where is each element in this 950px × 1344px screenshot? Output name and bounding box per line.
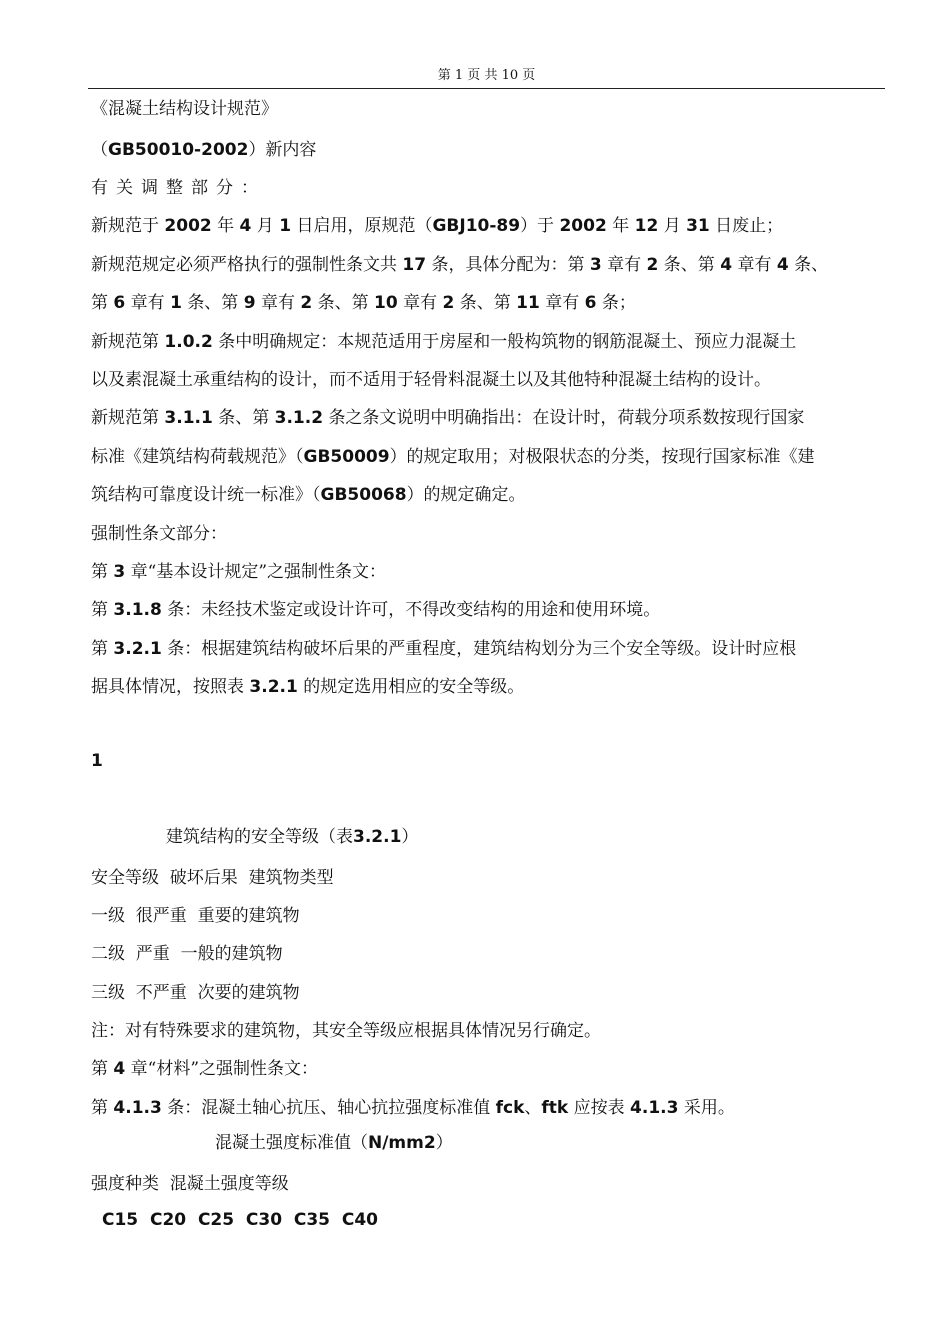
text: 条、第 [187,293,239,313]
num: 10 [374,293,398,313]
num: 2002 [559,216,607,236]
text: （ [91,140,108,160]
num: 2 [646,255,659,275]
symbol-fck: fck [495,1098,525,1118]
text: 月 [256,216,274,236]
clause-number: 1.0.2 [164,332,213,352]
text: ）于 [520,216,555,236]
text: 条：未经技术鉴定或设计许可，不得改变结构的用途和使用环境。 [167,600,661,620]
num: 12 [634,216,659,236]
text: 筑结构可靠度设计统一标准》（ [91,485,321,505]
text: 第 [91,1098,108,1118]
text: 以及素混凝土承重结构的设计，而不适用于轻骨料混凝土以及其他特种混凝土结构的设计。 [91,370,771,390]
text: 日废止； [715,216,784,236]
num: 2 [442,293,455,313]
standard-code: GB50009 [303,447,390,467]
doc-title [91,97,278,121]
num: 4 [113,1059,126,1079]
text: 第 [91,562,108,582]
num: 6 [113,293,126,313]
text: 章有 [607,255,642,275]
num: 4 [239,216,252,236]
table-caption [215,1131,453,1155]
num: 1 [170,293,182,313]
text: 章有 [130,293,165,313]
text: 章有 [403,293,438,313]
clause-number: 3.1.1 [164,408,213,428]
text: 章有 [260,293,295,313]
chapter-heading [91,1057,318,1081]
unit: N/mm2 [368,1133,436,1153]
text: 应按表 [573,1098,625,1118]
text: 年 [612,216,630,236]
text: 强制性条文部分： [91,524,227,544]
standard-code: GB50010-2002 [108,140,249,160]
table-caption [166,825,418,849]
paragraph-line [91,330,796,354]
text: 条、第 [459,293,511,313]
clause-number: 3.1.8 [113,600,162,620]
text: 的规定选用相应的安全等级。 [303,677,525,697]
title-text: 《混凝土结构设计规范》 [91,99,278,119]
clause-line [91,1096,735,1120]
page-header [88,68,885,89]
text: 日启用，原规范（ [296,216,433,236]
num: 1 [279,216,292,236]
text: 新规范于 [91,216,159,236]
text: 第 [91,1059,108,1079]
header-total-pages: 10 [501,68,519,83]
num: 4 [776,255,789,275]
text: 条之条文说明中明确指出：在设计时，荷载分项系数按现行国家 [328,408,805,428]
text: 条，具体分配为：第 [431,255,585,275]
text: 第 [91,293,108,313]
text: 条、 [794,255,829,275]
clause-line [91,637,796,661]
text: 条、第 [663,255,715,275]
clause-number: 4.1.3 [113,1098,162,1118]
num: 31 [686,216,710,236]
clause-line [91,675,524,699]
text: 采用。 [683,1098,735,1118]
header-mid1: 页 [467,68,481,83]
paragraph-line [91,214,783,238]
symbol-ftk: ftk [541,1098,569,1118]
text: 条中明确规定：本规范适用于房屋和一般构筑物的钢筋混凝土、预应力混凝土 [218,332,797,352]
header-post: 页 [522,68,536,83]
text: 章“材料”之强制性条文： [130,1059,319,1079]
text: 建筑结构的安全等级（表 [166,827,353,847]
text: 、 [524,1098,542,1118]
paragraph-line [91,406,804,430]
page-marker: 1 [91,751,103,771]
text: 第 [91,600,108,620]
text: ） [435,1133,453,1153]
clause-number: 3.1.2 [274,408,324,428]
text: 条：根据建筑结构破坏后果的严重程度，建筑结构划分为三个安全等级。设计时应根 [167,639,797,659]
text: 第 [91,639,108,659]
num: 2002 [164,216,212,236]
text: 年 [217,216,235,236]
text: 新规范第 [91,332,159,352]
header-mid2: 共 [484,68,498,83]
table-number: 3.2.1 [353,827,402,847]
header-page-number: 1 [454,68,464,83]
clause-line [91,598,660,622]
text: 混凝土强度标准值（ [215,1133,368,1153]
clause-number: 3.2.1 [249,677,298,697]
paragraph-line [91,368,771,392]
text: 标准《建筑结构荷载规范》（ [91,447,304,467]
text: 章有 [737,255,772,275]
paragraph-line [91,253,828,277]
header-pre: 第 [437,68,451,83]
table-row: 一级 很严重 重要的建筑物 [91,906,300,926]
num: 2 [300,293,313,313]
text: ）的规定取用；对极限状态的分类，按现行国家标准《建 [389,447,815,467]
table-row: 二级 严重 一般的建筑物 [91,944,283,964]
num: 9 [243,293,256,313]
table-header-row: 安全等级 破坏后果 建筑物类型 [91,868,334,888]
num: 17 [402,255,427,275]
text: ）的规定确定。 [406,485,526,505]
text: 新规范第 [91,408,159,428]
table-row: 三级 不严重 次要的建筑物 [91,983,300,1003]
text: 月 [663,216,681,236]
text: ） [401,827,419,847]
text: ）新内容 [248,140,317,160]
doc-subtitle [91,138,316,162]
paragraph-line [91,445,815,469]
table-header-row: 强度种类 混凝土强度等级 [91,1174,289,1194]
section-heading-adjustments [91,176,266,200]
num: 6 [584,293,597,313]
text: 条、第 [218,408,270,428]
text: 条； [601,293,636,313]
text: 章“基本设计规定”之强制性条文： [130,562,387,582]
standard-code: GBJ10-89 [432,216,521,236]
text: 据具体情况，按照表 [91,677,244,697]
text: 新规范规定必须严格执行的强制性条文共 [91,255,397,275]
standard-code: GB50068 [320,485,407,505]
num: 4 [720,255,733,275]
strength-grades-row: C15 C20 C25 C30 C35 C40 [102,1210,378,1230]
text: 条：混凝土轴心抗压、轴心抗拉强度标准值 [167,1098,491,1118]
section-heading-mandatory [91,522,227,546]
table-number: 4.1.3 [630,1098,679,1118]
paragraph-line [91,483,526,507]
clause-number: 3.2.1 [113,639,162,659]
num: 3 [113,562,126,582]
table-note: 注：对有特殊要求的建筑物，其安全等级应根据具体情况另行确定。 [91,1021,601,1041]
chapter-heading [91,560,386,584]
num: 3 [589,255,602,275]
num: 11 [516,293,540,313]
text: 条、第 [317,293,369,313]
text: 章有 [545,293,580,313]
text: 有关调整部分： [91,178,266,198]
paragraph-line [91,291,636,315]
